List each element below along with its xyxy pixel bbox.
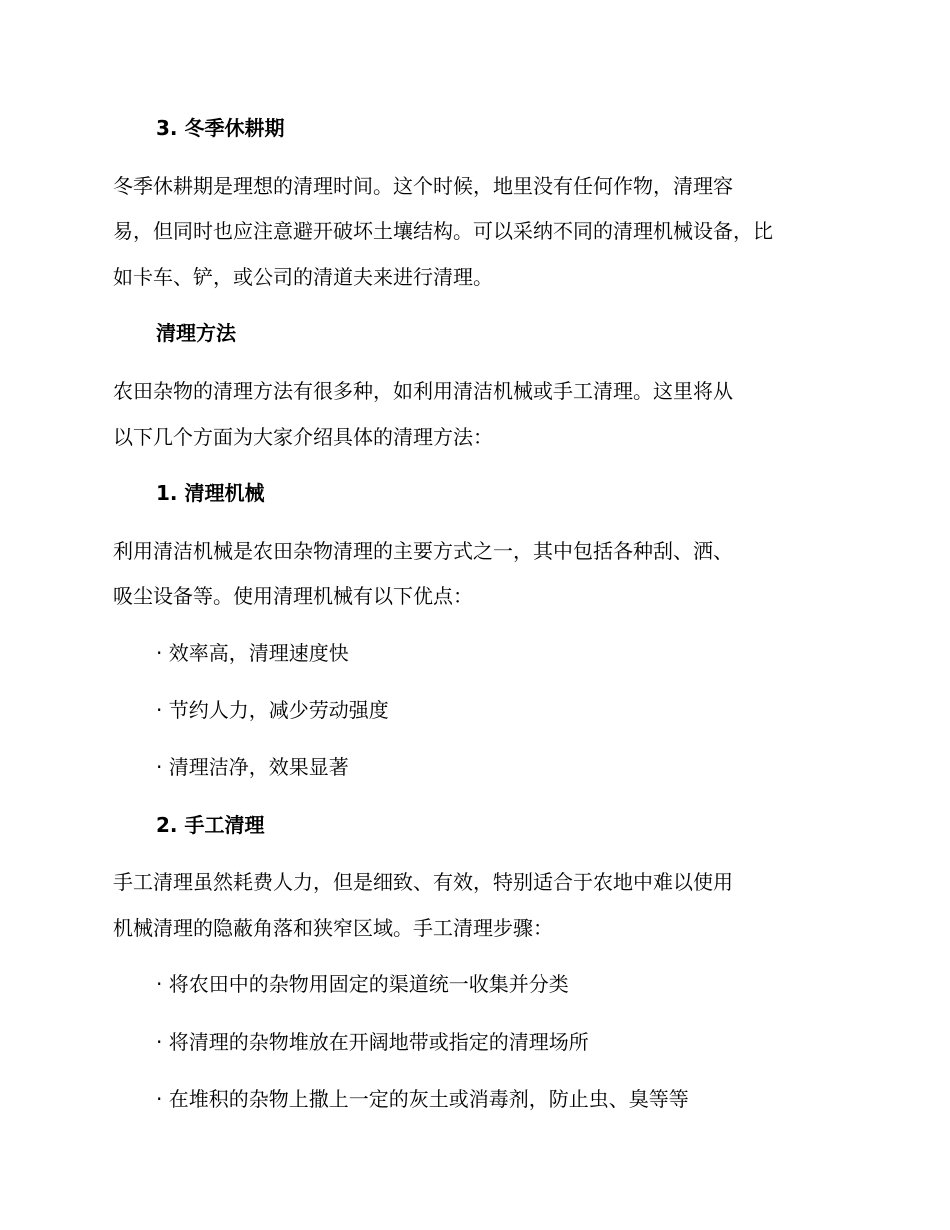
section-heading-manual-cleaning: 2. 手工清理 — [156, 813, 265, 837]
section-heading-winter-fallow: 3. 冬季休耕期 — [156, 116, 285, 140]
paragraph-line: 易，但同时也应注意避开破坏土壤结构。可以采纳不同的清理机械设备，比 — [113, 219, 773, 243]
section-heading-cleaning-machinery: 1. 清理机械 — [156, 481, 265, 505]
paragraph-line: 如卡车、铲，或公司的清道夫来进行清理。 — [113, 265, 493, 289]
paragraph-line: 冬季休耕期是理想的清理时间。这个时候，地里没有任何作物，清理容 — [113, 174, 733, 198]
bullet-item: · 节约人力，减少劳动强度 — [156, 698, 389, 722]
paragraph-line: 手工清理虽然耗费人力，但是细致、有效，特别适合于农地中难以使用 — [113, 870, 733, 894]
paragraph-manual-cleaning — [113, 867, 829, 943]
section-heading-cleaning-methods: 清理方法 — [156, 321, 236, 345]
bullet-item: · 将清理的杂物堆放在开阔地带或指定的清理场所 — [156, 1030, 589, 1054]
paragraph-cleaning-methods — [113, 376, 829, 452]
bullet-item: · 将农田中的杂物用固定的渠道统一收集并分类 — [156, 972, 569, 996]
paragraph-cleaning-machinery — [113, 536, 829, 611]
paragraph-line: 机械清理的隐蔽角落和狭窄区域。手工清理步骤： — [113, 916, 553, 940]
paragraph-line: 农田杂物的清理方法有很多种，如利用清洁机械或手工清理。这里将从 — [113, 379, 733, 403]
bullet-item: · 在堆积的杂物上撒上一定的灰土或消毒剂，防止虫、臭等等 — [156, 1087, 689, 1111]
paragraph-line: 以下几个方面为大家介绍具体的清理方法： — [113, 425, 493, 449]
paragraph-line: 吸尘设备等。使用清理机械有以下优点： — [113, 584, 473, 608]
bullet-item: · 清理洁净，效果显著 — [156, 755, 349, 779]
paragraph-winter-fallow — [113, 171, 829, 292]
paragraph-line: 利用清洁机械是农田杂物清理的主要方式之一，其中包括各种刮、洒、 — [113, 539, 733, 563]
bullet-item: · 效率高，清理速度快 — [156, 641, 349, 665]
